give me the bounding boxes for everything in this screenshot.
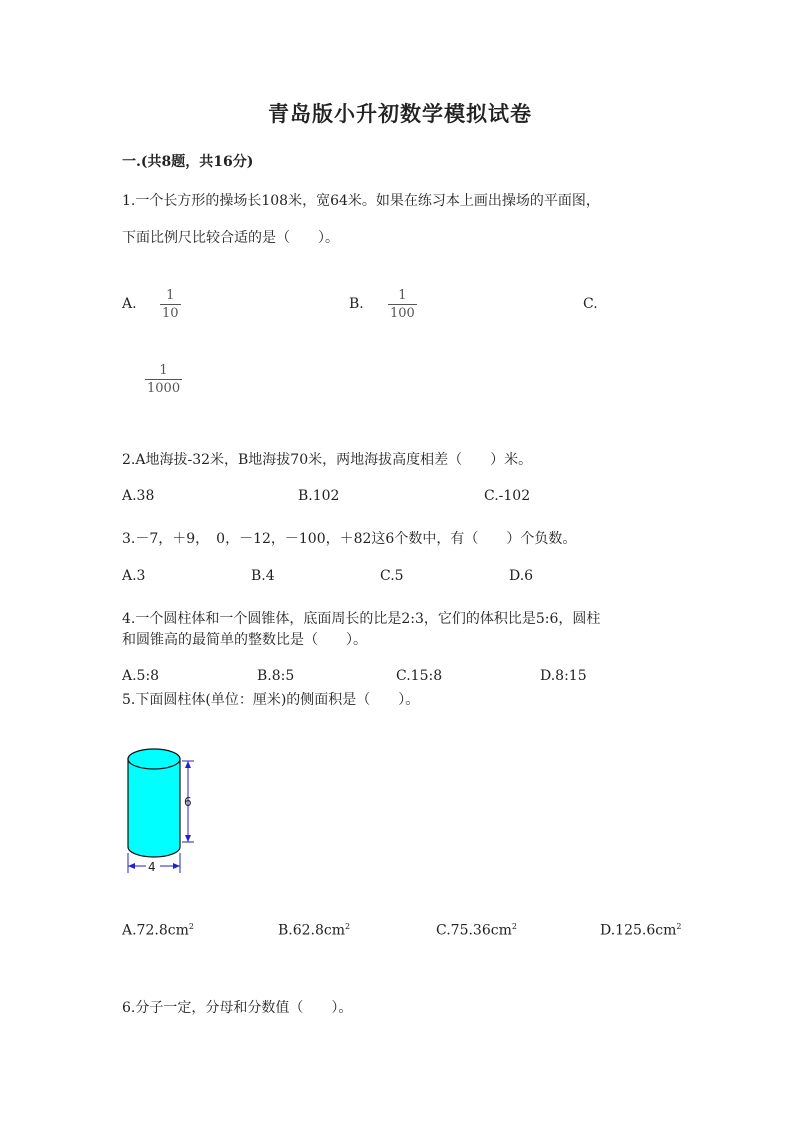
cylinder-body xyxy=(128,759,180,857)
fraction-bar xyxy=(388,304,417,305)
question-3-option-d: D.6 xyxy=(509,568,534,584)
question-1-line-2: 下面比例尺比较合适的是（ ）。 xyxy=(122,230,339,246)
question-4-option-c: C.15:8 xyxy=(396,668,443,684)
diameter-label: 4 xyxy=(148,860,156,874)
question-3-option-a: A.3 xyxy=(122,568,146,584)
fraction-numerator: 1 xyxy=(166,288,175,303)
question-1-option-c-label: C. xyxy=(583,296,598,312)
unit: cm xyxy=(490,922,512,939)
question-2-option-c: C.-102 xyxy=(484,488,531,504)
diameter-arrow-left xyxy=(128,863,135,869)
question-1-line-1: 1.一个长方形的操场长108米，宽64米。如果在练习本上画出操场的平面图， xyxy=(122,193,600,209)
question-4-option-b: B.8:5 xyxy=(257,668,295,684)
question-3-option-c: C.5 xyxy=(380,568,404,584)
unit-exponent: 2 xyxy=(188,922,194,931)
question-2-text: 2.A地海拔-32米，B地海拔70米，两地海拔高度相差（ ）米。 xyxy=(122,452,533,468)
question-5-text: 5.下面圆柱体(单位：厘米)的侧面积是（ ）。 xyxy=(122,692,420,708)
fraction-bar xyxy=(160,304,181,305)
question-4-line-2: 和圆锥高的最简单的整数比是（ ）。 xyxy=(122,632,367,648)
question-1-option-b-label: B. xyxy=(349,296,364,312)
height-label: 6 xyxy=(184,795,192,809)
question-3-text: 3.－7，＋9， 0，－12，－100，＋82这6个数中，有（ ）个负数。 xyxy=(122,531,577,547)
page-title: 青岛版小升初数学模拟试卷 xyxy=(268,101,532,126)
section-heading: 一.(共8题，共16分) xyxy=(122,154,254,170)
question-1-option-b-fraction xyxy=(388,288,417,321)
question-4-line-1: 4.一个圆柱体和一个圆锥体，底面周长的比是2:3，它们的体积比是5:6，圆柱 xyxy=(122,611,601,627)
unit: cm xyxy=(323,922,346,939)
question-5-option-a xyxy=(122,922,194,939)
question-5-option-c xyxy=(436,922,517,939)
question-3-option-b: B.4 xyxy=(251,568,275,584)
unit-exponent: 2 xyxy=(676,922,682,931)
height-arrow-up xyxy=(185,761,191,768)
unit: cm xyxy=(655,922,677,939)
diameter-arrow-right xyxy=(173,863,180,869)
question-2-option-b: B.102 xyxy=(298,488,340,504)
cylinder-top xyxy=(128,749,180,769)
unit-exponent: 2 xyxy=(345,922,351,931)
option-value: B.62.8 xyxy=(278,922,324,939)
question-5-option-b xyxy=(278,922,350,939)
question-2-option-a: A.38 xyxy=(122,488,155,504)
unit: cm xyxy=(167,922,189,939)
fraction-denominator: 1000 xyxy=(147,381,181,396)
cylinder-diagram xyxy=(118,735,208,880)
question-1-option-a-fraction xyxy=(160,288,181,321)
fraction-bar xyxy=(145,379,182,380)
question-4-option-a: A.5:8 xyxy=(122,668,160,684)
height-arrow-down xyxy=(185,835,191,842)
unit-exponent: 2 xyxy=(511,922,517,931)
fraction-numerator: 1 xyxy=(159,363,168,378)
question-4-option-d: D.8:15 xyxy=(540,668,587,684)
fraction-numerator: 1 xyxy=(398,288,407,303)
option-value: C.75.36 xyxy=(436,922,491,939)
question-1-option-a-label: A. xyxy=(122,296,137,312)
fraction-denominator: 10 xyxy=(162,306,179,321)
option-value: A.72.8 xyxy=(122,922,168,939)
fraction-denominator: 100 xyxy=(390,306,415,321)
question-1-option-c-fraction xyxy=(145,363,182,396)
option-value: D.125.6 xyxy=(600,922,656,939)
question-5-option-d xyxy=(600,922,681,939)
question-6-text: 6.分子一定，分母和分数值（ ）。 xyxy=(122,1000,353,1016)
